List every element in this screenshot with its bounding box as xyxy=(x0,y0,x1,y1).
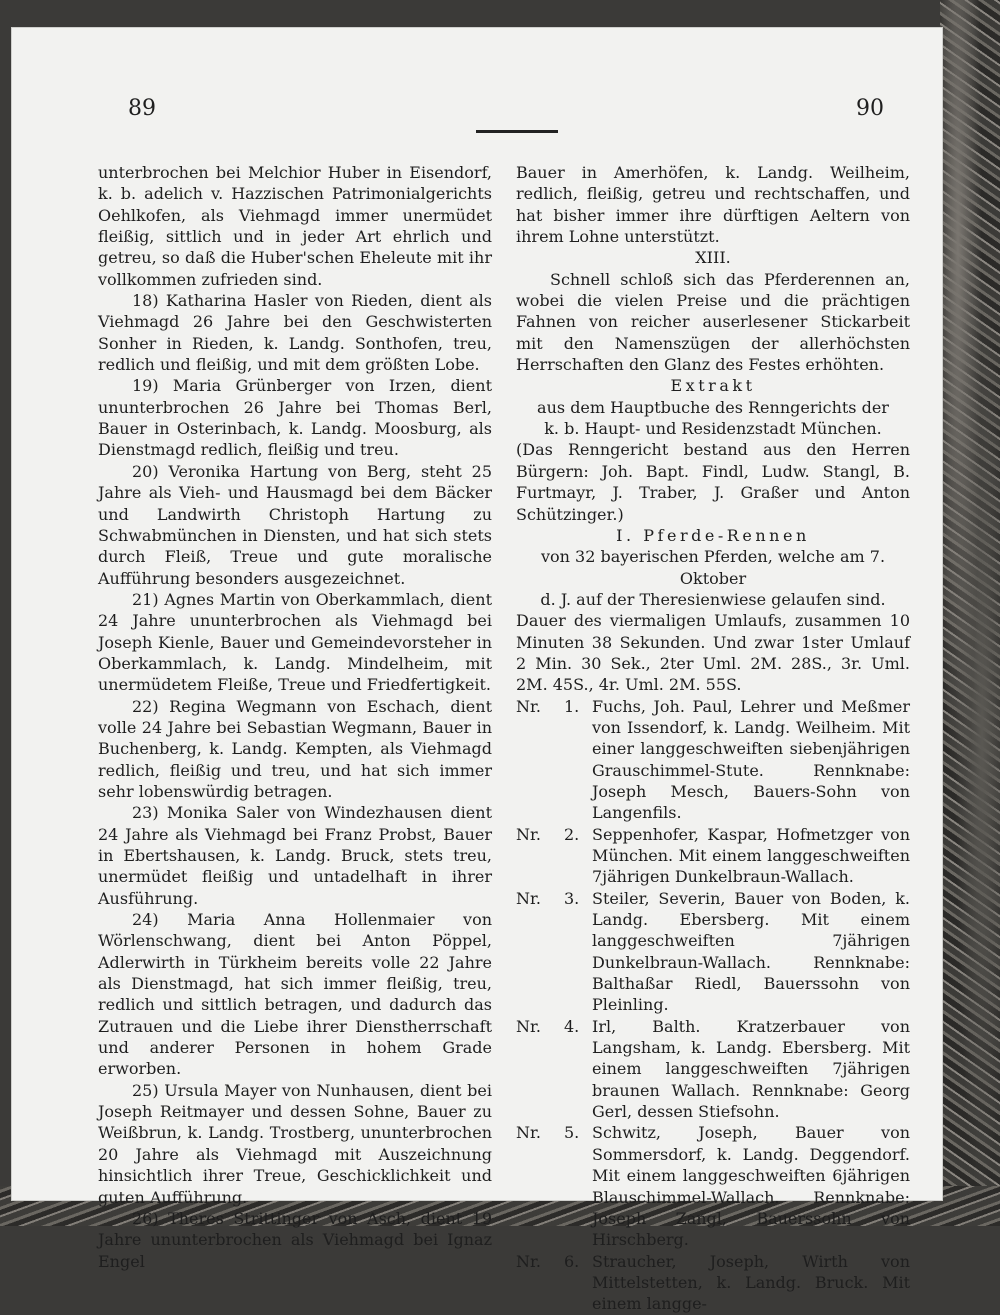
entry-text: Steiler, Severin, Bauer von Boden, k. Landg. Ebersberg. Mit einem langgeschweiften 7jährigen Dunkelbraun-Wallach. Rennknabe: Balthaßar Riedl, Bauerssohn von Pleinling. xyxy=(592,888,910,1015)
marbled-cover-edge xyxy=(940,0,1000,1226)
entry-number: 2. xyxy=(564,824,580,844)
left-page-number: 89 xyxy=(128,96,156,121)
section-heading: XIII. xyxy=(695,248,731,268)
entry-number: 6. xyxy=(564,1251,580,1271)
paragraph: 24) Maria Anna Hollenmaier von Wörlenschwang, dient bei Anton Pöppel, Adlerwirth in Türkheim bereits volle 22 Jahre als Dienstmagd, hat sich immer fleißig, treu, redlich und sittlich betragen, und dadurch das Zutrauen und die Liebe ihrer Dienstherrschaft und anderer Personen in hohem Grade erworben. xyxy=(98,910,492,1079)
entry-label: Nr. xyxy=(516,1123,541,1143)
race-subtitle: von 32 bayerischen Pferden, welche am 7. Oktober xyxy=(540,547,886,588)
paragraph: 18) Katharina Hasler von Rieden, dient als Viehmagd 26 Jahre bei den Geschwisterten Sonher in Rieden, k. Landg. Sonthofen, treu, redlich und fleißig, und mit dem größten Lobe. xyxy=(98,291,492,375)
entry-number: 3. xyxy=(564,888,580,908)
paragraph: 23) Monika Saler von Windezhausen dient 24 Jahre als Viehmagd bei Franz Probst, Bauer in Ebertshausen, k. Landg. Bruck, stets treu, unermüdet fleißig und untadelhaft in ihrer Ausführung. xyxy=(98,803,492,908)
extract-subtitle: aus dem Hauptbuche des Renngerichts der xyxy=(537,397,889,417)
entry-text: Straucher, Joseph, Wirth von Mittelstetten, k. Landg. Bruck. Mit einem langge- xyxy=(592,1251,910,1314)
paragraph: Schnell schloß sich das Pferderennen an, wobei die vielen Preise und die prächtigen Fahnen von reicher auserlesener Stickarbeit mit den Namenszügen der allerhöchsten Herrschaften den Glanz des Festes erhöhten. xyxy=(516,269,910,375)
entry-text: Irl, Balth. Kratzerbauer von Langsham, k. Landg. Ebersberg. Mit einem langgeschweiften 7jährigen braunen Wallach. Rennknabe: Georg Gerl, dessen Stiefsohn. xyxy=(592,1016,910,1122)
list-item xyxy=(516,696,910,824)
entry-number: 5. xyxy=(564,1123,580,1143)
entry-text: Schwitz, Joseph, Bauer von Sommersdorf, k. Landg. Deggendorf. Mit einem langgeschweiften 6jährigen Blauschimmel-Wallach. Rennknabe: Joseph Zangl, Bauerssohn von Hirschberg. xyxy=(592,1123,910,1250)
entry-label: Nr. xyxy=(516,1251,541,1271)
paragraph: unterbrochen bei Melchior Huber in Eisendorf, k. b. adelich v. Hazzischen Patrimonialgerichts Oehlkofen, als Viehmagd immer unermüdet fleißig, sittlich und in jeder Art ehrlich und getreu, so daß die Huber'schen Eheleute mit ihr vollkommen zufrieden sind. xyxy=(98,163,492,289)
paragraph: 22) Regina Wegmann von Eschach, dient volle 24 Jahre bei Sebastian Wegmann, Bauer in Buchenberg, k. Landg. Kempten, als Viehmagd redlich, fleißig und treu, und hat sich immer sehr lobenswürdig betragen. xyxy=(98,696,492,801)
list-item xyxy=(516,1122,910,1250)
paragraph: 26) Theres Strittinger von Asch, dient 19 Jahre ununterbrochen als Viehmagd bei Ignaz Engel xyxy=(98,1208,492,1271)
entry-text: Fuchs, Joh. Paul, Lehrer und Meßmer von Issendorf, k. Landg. Weilheim. Mit einer langgeschweiften siebenjährigen Grauschimmel-Stute. Rennknabe: Joseph Mesch, Bauers-Sohn von Langenfils. xyxy=(592,696,910,823)
entry-label: Nr. xyxy=(516,824,541,844)
paragraph: 20) Veronika Hartung von Berg, steht 25 Jahre als Vieh- und Hausmagd bei dem Bäcker und Landwirth Christoph Hartung zu Schwabmünchen in Diensten, und hat sich stets durch Fleiß, Treue und gute moralische Aufführung besonders ausgezeichnet. xyxy=(98,461,492,588)
right-page-number: 90 xyxy=(856,96,884,121)
paragraph: Bauer in Amerhöfen, k. Landg. Weilheim, redlich, fleißig, getreu und rechtschaffen, und hat bisher immer ihre dürftigen Aeltern von ihrem Lohne unterstützt. xyxy=(516,163,910,247)
entry-text: Seppenhofer, Kaspar, Hofmetzger von München. Mit einem langgeschweiften 7jährigen Dunkelbraun-Wallach. xyxy=(592,824,910,887)
duration-note: Dauer des viermaligen Umlaufs, zusammen 10 Minuten 38 Sekunden. Und zwar 1ster Umlauf 2 Min. 30 Sek., 2ter Uml. 2M. 28S., 3r. Uml. 2M. 45S., 4r. Uml. 2M. 55S. xyxy=(516,611,910,695)
right-column xyxy=(516,162,910,1315)
paragraph: 21) Agnes Martin von Oberkammlach, dient 24 Jahre ununterbrochen als Viehmagd bei Joseph Kienle, Bauer und Gemeindevorsteher in Oberkammlach, k. Landg. Mindelheim, mit unermüdetem Fleiße, Treue und Friedfertigkeit. xyxy=(98,589,492,695)
left-column xyxy=(98,162,492,1272)
entry-number: 4. xyxy=(564,1016,580,1036)
book-spread xyxy=(12,28,942,1314)
paragraph: 25) Ursula Mayer von Nunhausen, dient bei Joseph Reitmayer und dessen Sohne, Bauer zu Weißbrun, k. Landg. Trostberg, ununterbrochen 20 Jahre als Viehmagd mit Auszeichnung hinsichtlich ihrer Treue, Geschicklichkeit und guten Aufführung. xyxy=(98,1080,492,1207)
list-item xyxy=(516,1251,910,1315)
list-item xyxy=(516,1016,910,1123)
paragraph: 19) Maria Grünberger von Irzen, dient ununterbrochen 26 Jahre bei Thomas Berl, Bauer in Osterinbach, k. Landg. Moosburg, als Dienstmagd redlich, fleißig und treu. xyxy=(98,376,492,460)
race-subtitle: d. J. auf der Theresienwiese gelaufen sind. xyxy=(540,589,886,609)
entry-label: Nr. xyxy=(516,1016,541,1036)
list-item xyxy=(516,888,910,1016)
entry-number: 1. xyxy=(564,696,580,716)
header-rule xyxy=(476,130,558,133)
court-note: (Das Renngericht bestand aus den Herren Bürgern: Joh. Bapt. Findl, Ludw. Stangl, B. Furtmayr, J. Traber, J. Graßer und Anton Schützinger.) xyxy=(516,440,910,524)
list-item xyxy=(516,824,910,888)
extract-title: Extrakt xyxy=(670,376,756,396)
extract-subtitle: k. b. Haupt- und Residenzstadt München. xyxy=(544,419,882,439)
entry-label: Nr. xyxy=(516,696,541,716)
entry-label: Nr. xyxy=(516,888,541,908)
race-title: I. Pferde-Rennen xyxy=(616,525,810,545)
